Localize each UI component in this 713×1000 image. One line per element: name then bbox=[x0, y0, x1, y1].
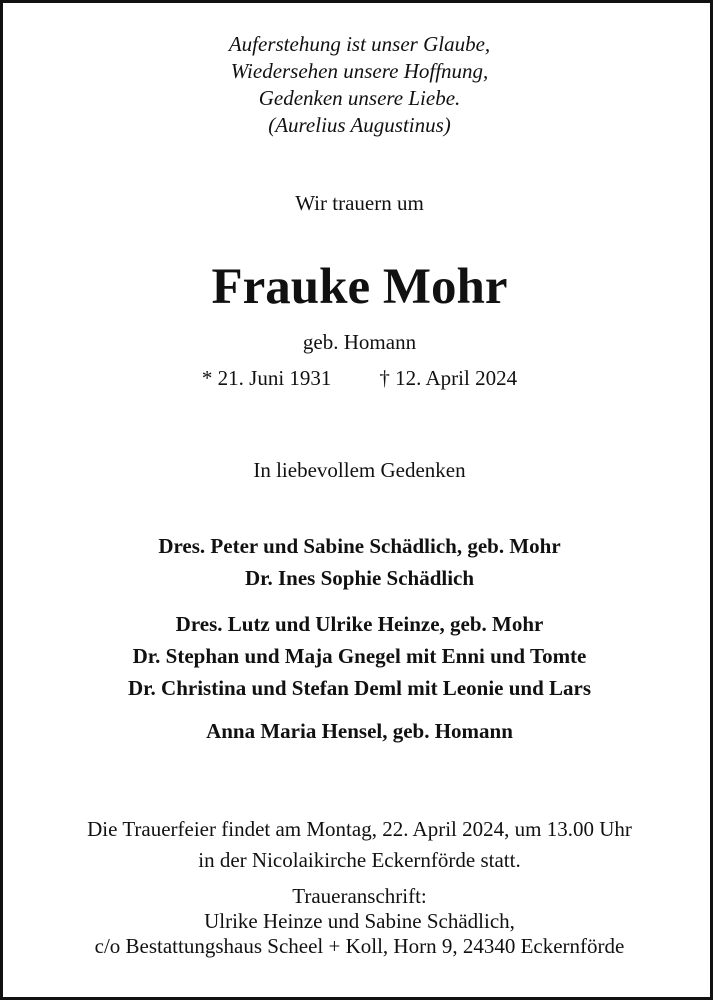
deceased-name: Frauke Mohr bbox=[211, 259, 508, 315]
mourning-address bbox=[3, 884, 713, 959]
mourner-line: Dr. Ines Sophie Schädlich bbox=[244, 566, 475, 590]
life-dates bbox=[3, 364, 713, 392]
funeral-service-info bbox=[3, 814, 713, 876]
quote-line: Gedenken unsere Liebe. bbox=[258, 86, 461, 110]
mourner-line: Dr. Christina und Stefan Deml mit Leonie und Lars bbox=[127, 676, 592, 700]
memory-line: In liebevollem Gedenken bbox=[253, 458, 466, 482]
quote-attribution: (Aurelius Augustinus) bbox=[268, 113, 451, 137]
service-line: in der Nicolaikirche Eckernförde statt. bbox=[198, 848, 521, 872]
quote-line: Wiedersehen unsere Hoffnung, bbox=[230, 59, 489, 83]
service-line: Die Trauerfeier findet am Montag, 22. April 2024, um 13.00 Uhr bbox=[87, 817, 632, 841]
mourning-intro: Wir trauern um bbox=[295, 191, 424, 215]
mourner-line: Anna Maria Hensel, geb. Homann bbox=[206, 719, 513, 743]
mourner-line: Dres. Peter und Sabine Schädlich, geb. Mohr bbox=[158, 534, 561, 558]
birth-date: * 21. Juni 1931 bbox=[201, 366, 332, 390]
death-date: † 12. April 2024 bbox=[379, 366, 518, 390]
mourner-group bbox=[3, 715, 713, 747]
address-heading: Traueranschrift: bbox=[292, 884, 427, 908]
mourner-line: Dres. Lutz und Ulrike Heinze, geb. Mohr bbox=[175, 612, 544, 636]
memorial-quote bbox=[3, 31, 713, 139]
address-line: Ulrike Heinze und Sabine Schädlich, bbox=[204, 909, 515, 933]
quote-line: Auferstehung ist unser Glaube, bbox=[228, 32, 491, 56]
mourner-group bbox=[3, 608, 713, 704]
birth-name: geb. Homann bbox=[302, 330, 417, 354]
mourner-group bbox=[3, 530, 713, 594]
mourner-line: Dr. Stephan und Maja Gnegel mit Enni und Tomte bbox=[132, 644, 587, 668]
address-line: c/o Bestattungshaus Scheel + Koll, Horn 9, 24340 Eckernförde bbox=[94, 934, 625, 958]
